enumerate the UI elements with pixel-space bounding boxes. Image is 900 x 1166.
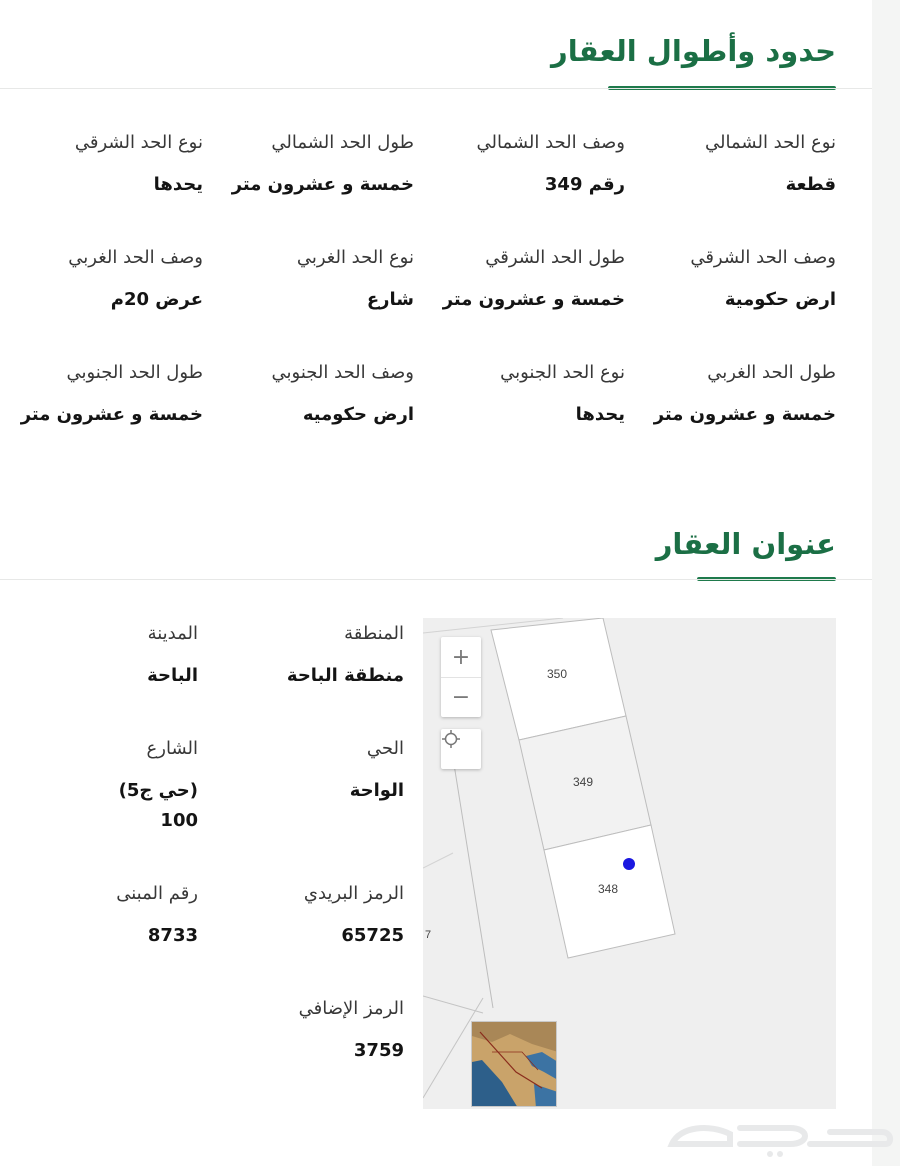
- field-value: ارض حكومية: [724, 289, 836, 310]
- east-boundary-type: [75, 132, 203, 196]
- south-boundary-description: [272, 362, 414, 426]
- field-value: الواحة: [349, 780, 404, 801]
- north-boundary-type: [705, 132, 836, 196]
- city-field: [147, 623, 198, 687]
- field-value: (حي ج5) 100: [118, 780, 198, 831]
- zoom-out-button[interactable]: −: [441, 677, 481, 717]
- field-label: وصف الحد الشرقي: [690, 247, 836, 268]
- map-edge-label: 7: [425, 929, 432, 941]
- field-label: الرمز الإضافي: [298, 998, 404, 1019]
- west-boundary-description: [68, 247, 203, 311]
- east-boundary-description: [690, 247, 836, 311]
- boundaries-divider: [0, 88, 872, 89]
- locate-control: [441, 729, 481, 769]
- field-value: 65725: [341, 925, 404, 946]
- parcel-label: 350: [547, 667, 568, 681]
- locate-button[interactable]: [441, 729, 481, 769]
- field-label: نوع الحد الشرقي: [74, 132, 203, 153]
- east-boundary-length: [443, 247, 625, 311]
- location-marker: [623, 858, 635, 870]
- south-boundary-length: [21, 362, 203, 426]
- postal-code-field: [304, 883, 404, 947]
- field-value: ارض حكوميه: [302, 404, 414, 425]
- boundaries-title: حدود وأطوال العقار: [551, 34, 836, 68]
- overview-minimap[interactable]: [471, 1021, 557, 1107]
- zoom-in-button[interactable]: +: [451, 644, 471, 670]
- north-boundary-length: [232, 132, 414, 196]
- field-value: شارع: [366, 289, 414, 310]
- field-label: طول الحد الشرقي: [485, 247, 625, 268]
- field-label: الرمز البريدي: [303, 883, 404, 904]
- district-field: [350, 738, 404, 802]
- parcel-label: 348: [598, 882, 619, 896]
- field-value: يحدها: [575, 404, 625, 425]
- region-field: [287, 623, 404, 687]
- field-value: 8733: [147, 925, 198, 946]
- property-map[interactable]: [423, 618, 836, 1109]
- field-label: وصف الحد الغربي: [68, 247, 203, 268]
- address-title: عنوان العقار: [655, 527, 836, 561]
- field-value: رقم 349: [544, 174, 625, 195]
- field-value: منطقة الباحة: [286, 665, 404, 686]
- field-label: نوع الحد الغربي: [296, 247, 414, 268]
- field-value: قطعة: [785, 174, 836, 195]
- parcel-label: 349: [573, 775, 594, 789]
- haraj-watermark-logo: [660, 1108, 896, 1162]
- minimap-terrain-image: [472, 1022, 557, 1107]
- field-label: الحي: [366, 738, 404, 759]
- north-boundary-description: [476, 132, 625, 196]
- field-value: يحدها: [153, 174, 203, 195]
- field-value: 3759: [353, 1040, 404, 1061]
- west-boundary-type: [297, 247, 414, 311]
- field-label: نوع الحد الشمالي: [705, 132, 836, 153]
- street-field: [98, 738, 198, 836]
- address-divider: [0, 579, 872, 580]
- field-label: رقم المبنى: [116, 883, 198, 904]
- building-number-field: [116, 883, 198, 947]
- field-label: طول الحد الجنوبي: [66, 362, 203, 383]
- south-boundary-type: [500, 362, 625, 426]
- field-label: نوع الحد الجنوبي: [500, 362, 625, 383]
- field-value: خمسة و عشرون متر: [20, 404, 203, 425]
- field-value: خمسة و عشرون متر: [231, 174, 414, 195]
- additional-code-field: [299, 998, 404, 1062]
- field-label: وصف الحد الشمالي: [476, 132, 625, 153]
- field-label: المدينة: [147, 623, 198, 644]
- page-side-strip: [872, 0, 900, 1166]
- field-label: طول الحد الغربي: [707, 362, 836, 383]
- field-label: المنطقة: [344, 623, 404, 644]
- field-value: خمسة و عشرون متر: [653, 404, 836, 425]
- west-boundary-length: [654, 362, 836, 426]
- field-value: خمسة و عشرون متر: [442, 289, 625, 310]
- field-value: الباحة: [147, 665, 198, 686]
- zoom-controls: [441, 637, 481, 717]
- crosshair-icon: [441, 729, 461, 749]
- field-value: عرض 20م: [110, 289, 203, 310]
- field-label: الشارع: [146, 738, 198, 759]
- field-label: وصف الحد الجنوبي: [271, 362, 414, 383]
- field-label: طول الحد الشمالي: [271, 132, 414, 153]
